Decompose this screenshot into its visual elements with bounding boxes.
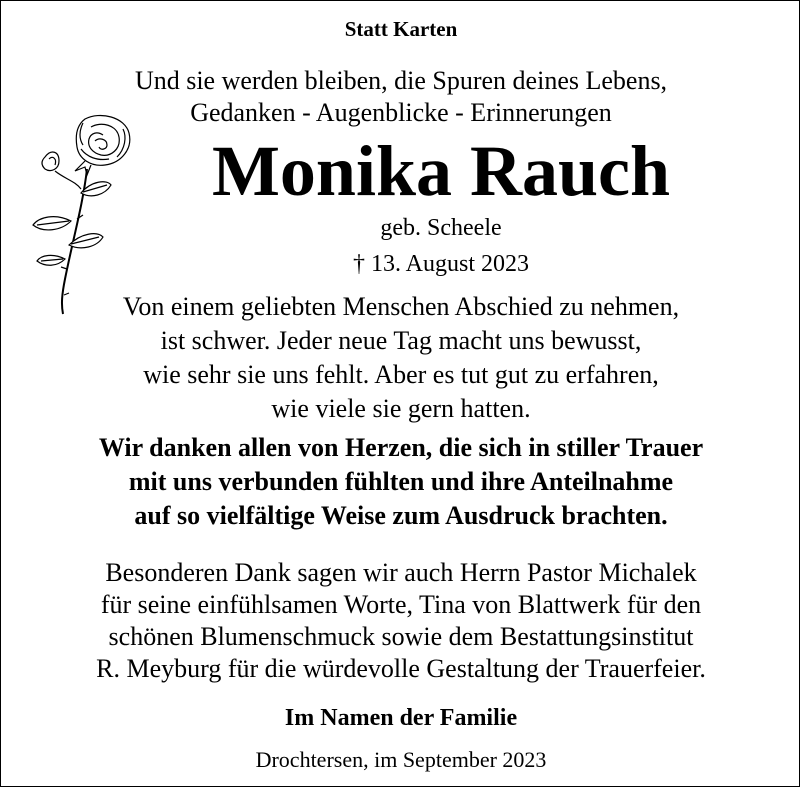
special-thanks-line-4: R. Meyburg für die würdevolle Gestaltung der Trauerfeier.	[96, 654, 706, 683]
motto-line-1: Und sie werden bleiben, die Spuren deines Lebens,	[134, 66, 668, 95]
poem-line-3: wie sehr sie uns fehlt. Aber es tut gut zu erfahren,	[143, 360, 659, 389]
place-date: Drochtersen, im September 2023	[255, 747, 547, 772]
poem-line-2: ist schwer. Jeder neue Tag macht uns bewusst,	[160, 326, 642, 355]
birth-name: geb. Scheele	[380, 215, 502, 241]
special-thanks-line-2: für seine einfühlsamen Worte, Tina von Blattwerk für den	[100, 590, 702, 619]
motto-line-2: Gedanken - Augenblicke - Erinnerungen	[190, 98, 612, 127]
thanks-line-2: mit uns verbunden fühlten und ihre Anteilnahme	[128, 467, 674, 496]
thanks-line-3: auf so vielfältige Weise zum Ausdruck brachten.	[134, 501, 668, 530]
signature: Im Namen der Familie	[284, 705, 518, 731]
poem-line-1: Von einem geliebten Menschen Abschied zu nehmen,	[122, 292, 680, 321]
special-thanks-line-1: Besonderen Dank sagen wir auch Herrn Pastor Michalek	[105, 558, 697, 587]
thanks-line-1: Wir danken allen von Herzen, die sich in stiller Trauer	[98, 433, 704, 462]
special-thanks-line-3: schönen Blumenschmuck sowie dem Bestattungsinstitut	[108, 622, 694, 651]
poem-line-4: wie viele sie gern hatten.	[271, 394, 531, 423]
card-heading: Statt Karten	[344, 17, 458, 41]
death-date: † 13. August 2023	[352, 251, 529, 277]
deceased-name: Monika Rauch	[211, 131, 671, 211]
